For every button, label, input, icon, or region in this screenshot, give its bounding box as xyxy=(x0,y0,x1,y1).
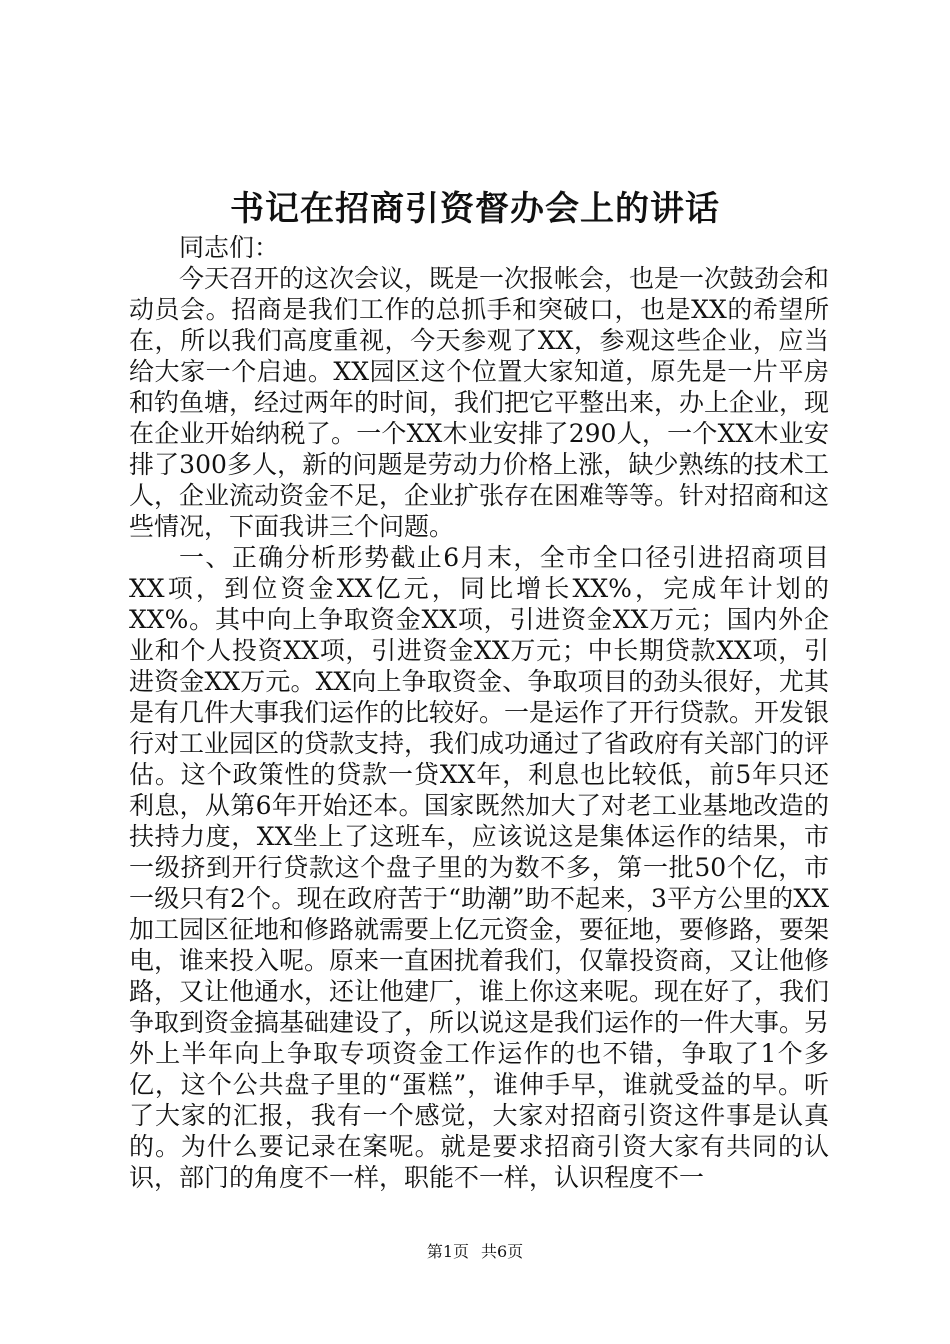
document-body xyxy=(129,232,829,1193)
document-title: 书记在招商引资督办会上的讲话 xyxy=(230,189,720,229)
page-footer xyxy=(0,1240,950,1264)
page-number: 第1页 xyxy=(426,1242,469,1261)
body-paragraph: 一、正确分析形势截止6月末，全市全口径引进招商项目XX项，到位资金XX亿元，同比增长XX%，完成年计划的XX%。其中向上争取资金XX项，引进资金XX万元；国内外企业和个人投资XX项，引进资金XX万元；中长期贷款XX项，引进资金XX万元。XX向上争取资金、争取项目的劲头很好，尤其是有几件大事我们运作的比较好。一是运作了开行贷款。开发银行对工业园区的贷款支持，我们成功通过了省政府有关部门的评估。这个政策性的贷款一贷XX年，利息也比较低，前5年只还利息，从第6年开始还本。国家既然加大了对老工业基地改造的扶持力度，XX坐上了这班车，应该说这是集体运作的结果，市一级挤到开行贷款这个盘子里的为数不多，第一批50个亿，市一级只有2个。现在政府苦于“助潮”助不起来，3平方公里的XX加工园区征地和修路就需要上亿元资金，要征地，要修路，要架电，谁来投入呢。原来一直困扰着我们，仅靠投资商，又让他修路，又让他通水，还让他建厂，谁上你这来呢。现在好了，我们争取到资金搞基础建设了，所以说这是我们运作的一件大事。另外上半年向上争取专项资金工作运作的也不错，争取了1个多亿，这个公共盘子里的“蛋糕”，谁伸手早，谁就受益的早。听了大家的汇报，我有一个感觉，大家对招商引资这件事是认真的。为什么要记录在案呢。就是要求招商引资大家有共同的认识，部门的角度不一样，职能不一样，认识程度不一 xyxy=(129,543,830,1192)
salutation-paragraph: 同志们： xyxy=(179,233,280,262)
body-paragraph: 今天召开的这次会议，既是一次报帐会，也是一次鼓劲会和动员会。招商是我们工作的总抓手和突破口，也是XX的希望所在，所以我们高度重视，今天参观了XX，参观这些企业，应当给大家一个启迪。XX园区这个位置大家知道，原先是一片平房和钓鱼塘，经过两年的时间，我们把它平整出来，办上企业，现在企业开始纳税了。一个XX木业安排了290人，一个XX木业安排了300多人，新的问题是劳动力价格上涨，缺少熟练的技术工人，企业流动资金不足，企业扩张存在困难等等。针对招商和这些情况，下面我讲三个问题。 xyxy=(129,264,830,541)
page-total: 共6页 xyxy=(481,1242,524,1261)
